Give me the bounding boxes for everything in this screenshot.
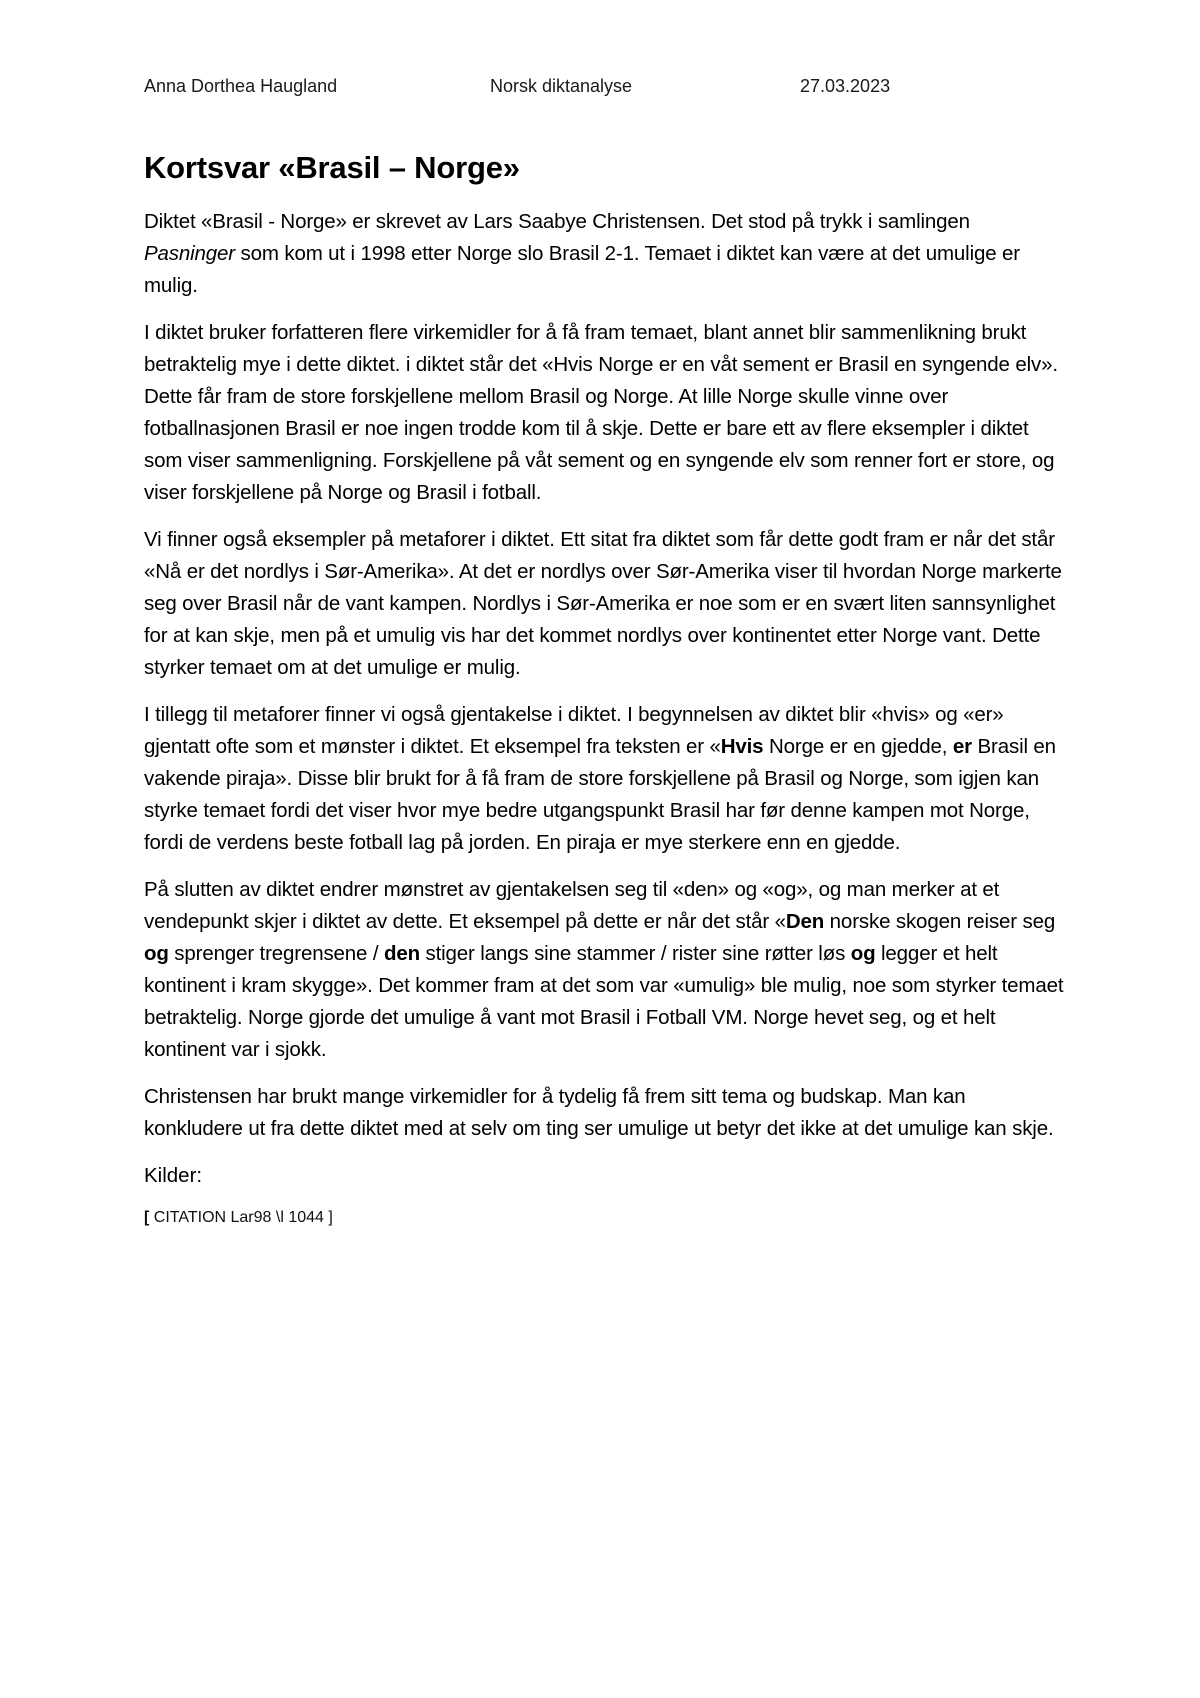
document-body: [144, 146, 1064, 1230]
bold-word: og: [850, 942, 876, 965]
citation-code: CITATION Lar98 \l 1044: [149, 1209, 329, 1226]
paragraph-conclusion: Christensen har brukt mange virkemidler for å tydelig få frem sitt tema og budskap. Man kan konkludere ut fra dette diktet med at selv om ting ser umulige ut betyr det ikke at det umulige kan skje.: [144, 1085, 1054, 1140]
text-run: I tillegg til metaforer finner vi også gjentakelse i diktet. I begynnelsen av diktet blir «hvis» og «er» gjentatt ofte som et mønster i diktet. Et eksempel fra teksten er «: [144, 703, 1004, 758]
text-run: norske skogen reiser seg: [824, 910, 1056, 933]
sources-heading: Kilder:: [144, 1164, 203, 1187]
text-run: legger et helt kontinent i kram skygge». Det kommer fram at det som var «umulig» ble mulig, noe som styrker temaet betraktelig. Norge gjorde det umulige å vant mot Brasil i Fotball VM. Norge hevet seg, og et helt kontinent var i sjokk.: [144, 942, 1064, 1061]
paragraph-comparison: I diktet bruker forfatteren flere virkemidler for å få fram temaet, blant annet blir sammenlikning brukt betraktelig mye i dette diktet. i diktet står det «Hvis Norge er en våt sement er Brasil en syngende elv». Dette får fram de store forskjellene mellom Brasil og Norge. At lille Norge skulle vinne over fotballnasjonen Brasil er noe ingen trodde kom til å skje. Dette er bare ett av flere eksempler i diktet som viser sammenligning. Forskjellene på våt sement og en syngende elv som renner fort er store, og viser forskjellene på Norge og Brasil i fotball.: [144, 321, 1058, 504]
bold-word: Hvis: [720, 735, 764, 758]
page-header: [144, 76, 1056, 100]
bold-word: den: [383, 942, 420, 965]
paragraph-metaphor: Vi finner også eksempler på metaforer i diktet. Ett sitat fra diktet som får dette godt fram er når det står «Nå er det nordlys i Sør-Amerika». At det er nordlys over Sør-Amerika viser til hvordan Norge markerte seg over Brasil når de vant kampen. Nordlys i Sør-Amerika er noe som er en svært liten sannsynlighet for at kan skje, men på et umulig vis har det kommet nordlys over kontinentet etter Norge vant. Dette styrker temaet om at det umulige er mulig.: [144, 528, 1062, 679]
bold-word: er: [952, 735, 972, 758]
text-run: sprenger tregrensene /: [168, 942, 384, 965]
citation-bracket-open: [: [144, 1209, 150, 1226]
text-run: Brasil en vakende piraja». Disse blir brukt for å få fram de store forskjellene på Brasil og Norge, som igjen kan styrke temaet fordi det viser hvor mye bedre utgangspunkt Brasil har før denne kampen mot Norge, fordi de verdens beste fotball lag på jorden. En piraja er mye sterkere enn en gjedde.: [144, 735, 1056, 854]
paragraph-repetition: [144, 699, 1064, 859]
header-subject: Norsk diktanalyse: [490, 76, 633, 96]
bold-word: og: [144, 942, 169, 965]
text-run: På slutten av diktet endrer mønstret av gjentakelsen seg til «den» og «og», og man merker at et vendepunkt skjer i diktet av dette. Et eksempel på dette er når det står «: [144, 878, 1000, 933]
text-run: Norge er en gjedde,: [763, 735, 953, 758]
citation-bracket-close: ]: [328, 1209, 333, 1226]
text-run: Diktet «Brasil - Norge» er skrevet av Lars Saabye Christensen. Det stod på trykk i samlingen: [144, 210, 970, 233]
text-run: som kom ut i 1998 etter Norge slo Brasil 2-1. Temaet i diktet kan være at det umulige er mulig.: [144, 242, 1020, 297]
header-author: Anna Dorthea Haugland: [144, 76, 338, 96]
paragraph-turning-point: [144, 874, 1064, 1066]
italic-book-title: Pasninger: [144, 242, 235, 265]
paragraph-intro: [144, 206, 1064, 302]
text-run: stiger langs sine stammer / rister sine røtter løs: [419, 942, 851, 965]
header-date: 27.03.2023: [800, 76, 891, 96]
document-title: Kortsvar «Brasil – Norge»: [144, 150, 520, 185]
bold-word: Den: [785, 910, 825, 933]
citation-field: [144, 1206, 1064, 1230]
